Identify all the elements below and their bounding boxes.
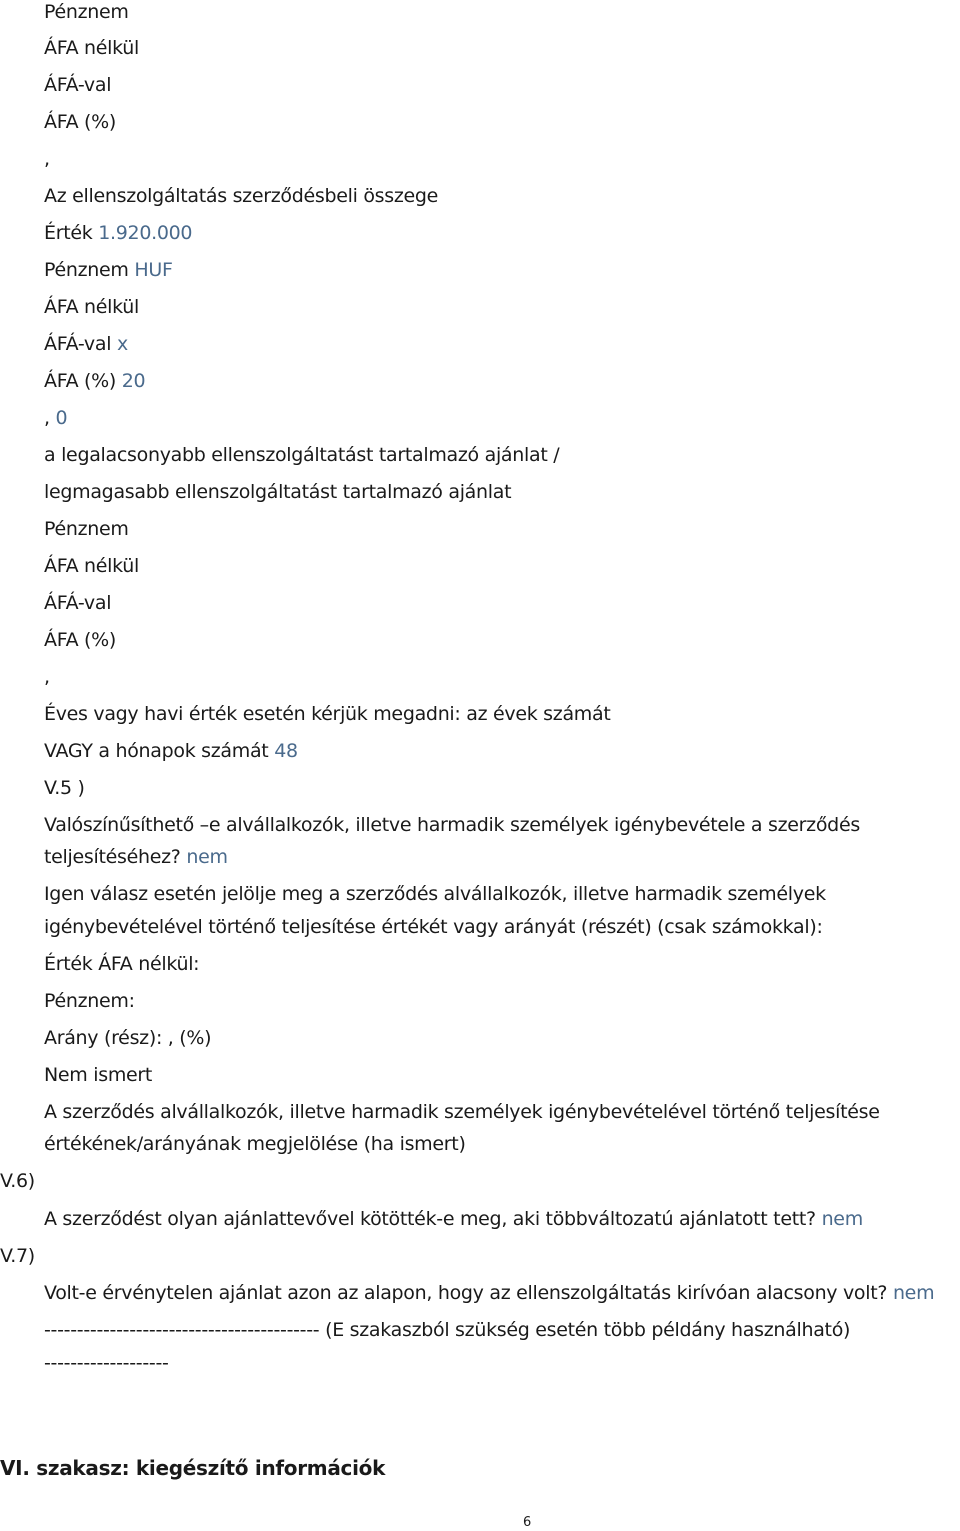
vat-incl-mark: x (116, 333, 128, 355)
section-vi-heading: VI. szakasz: kiegészítő információk (0, 1456, 386, 1480)
section-v6-label: V.6) (0, 1170, 35, 1192)
subcontractor-instructions-cont: igénybevételével történő teljesítése értékét vagy arányát (részét) (csak számokkal): (44, 916, 823, 938)
subcontractor-answer-row: teljesítéséhez? nem (44, 846, 228, 868)
vat-incl-label: ÁFÁ-val (44, 74, 112, 96)
currency-value: HUF (134, 259, 173, 281)
currency-label: Pénznem (44, 518, 129, 540)
subcontract-value-text: A szerződés alvállalkozók, illetve harmadik személyek igénybevételével történő teljesítése (44, 1101, 880, 1123)
currency-label: Pénznem (44, 1, 129, 23)
vat-excl-label: ÁFA nélkül (44, 296, 139, 318)
subcontractor-question: Valószínűsíthető –e alvállalkozók, illetve harmadik személyek igénybevétele a szerződés (44, 814, 860, 836)
subcontractor-instructions: Igen válasz esetén jelölje meg a szerződés alvállalkozók, illetve harmadik személyek (44, 883, 826, 905)
subcontractor-answer: nem (186, 846, 228, 868)
currency-row: Pénznem HUF (44, 259, 173, 281)
months-row: VAGY a hónapok számát 48 (44, 740, 298, 762)
vat-excl-label: ÁFA nélkül (44, 555, 139, 577)
invalid-offer-answer: nem (892, 1282, 935, 1304)
vat-decimal-value: 0 (55, 407, 68, 429)
comma-separator: , (44, 148, 50, 170)
page-number: 6 (523, 1515, 532, 1530)
lowest-offer-label: a legalacsonyabb ellenszolgáltatást tartalmazó ajánlat / (44, 444, 560, 466)
variant-offer-row: A szerződést olyan ajánlattevővel kötötték-e meg, aki többváltozatú ajánlatott tett? nem (44, 1208, 863, 1230)
section-v5-label: V.5 ) (44, 777, 85, 799)
subcontract-value-text-cont: értékének/arányának megjelölése (ha ismert) (44, 1133, 466, 1155)
vat-percent-label: ÁFA (%) (44, 629, 116, 651)
unknown-label: Nem ismert (44, 1064, 153, 1086)
comma-separator: , (44, 666, 50, 688)
variant-offer-answer: nem (821, 1208, 863, 1230)
vat-incl-label: ÁFÁ-val (44, 592, 112, 614)
months-value: 48 (274, 740, 298, 762)
vat-decimal-row: , 0 (44, 407, 68, 429)
contract-value-heading: Az ellenszolgáltatás szerződésbeli összege (44, 185, 439, 207)
section-v7-label: V.7) (0, 1245, 35, 1267)
vat-percent-value: 20 (121, 370, 146, 392)
value-amount: 1.920.000 (98, 222, 193, 244)
separator-line: ------------------------------------------ (E szakaszból szükség esetén több példány használható) (44, 1319, 851, 1341)
vat-percent-label: ÁFA (%) (44, 111, 116, 133)
duration-question: Éves vagy havi érték esetén kérjük megadni: az évek számát (44, 703, 611, 725)
value-row: Érték 1.920.000 (44, 222, 193, 244)
vat-percent-row: ÁFA (%) 20 (44, 370, 146, 392)
currency-field-label: Pénznem: (44, 990, 135, 1012)
ratio-label: Arány (rész): , (%) (44, 1027, 212, 1049)
vat-incl-row: ÁFÁ-val x (44, 333, 128, 355)
vat-excl-label: ÁFA nélkül (44, 37, 139, 59)
value-excl-vat-label: Érték ÁFA nélkül: (44, 953, 200, 975)
highest-offer-label: legmagasabb ellenszolgáltatást tartalmazó ajánlat (44, 481, 512, 503)
separator-line-short: ------------------- (44, 1352, 169, 1374)
invalid-offer-row: Volt-e érvénytelen ajánlat azon az alapon, hogy az ellenszolgáltatás kirívóan alacsony volt? nem (44, 1282, 935, 1304)
